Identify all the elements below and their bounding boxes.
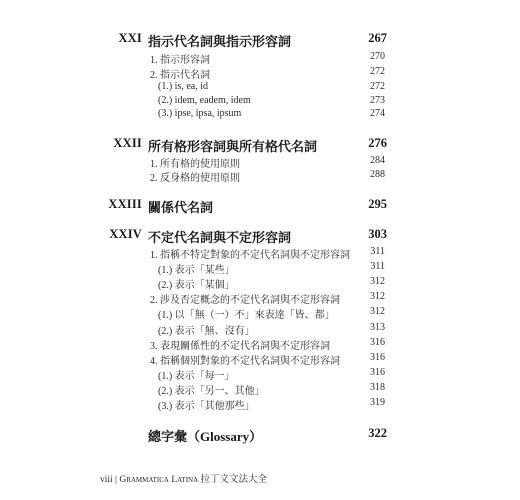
toc-entry [0, 397, 520, 411]
toc-entry [0, 95, 520, 109]
chapter-row [0, 197, 520, 215]
toc-entry [0, 51, 520, 65]
entry-label: (2.) 表示「無、沒有」 [158, 326, 255, 337]
entry-page-number: 319 [370, 397, 385, 408]
entry-page-number: 316 [370, 337, 385, 348]
footer-book-title: 拉丁文文法大全 [200, 475, 268, 485]
footer-separator: | [115, 475, 117, 485]
entry-label: 1. 所有格的使用原則 [150, 159, 240, 170]
entry-label: (2.) 表示「某個」 [158, 280, 235, 291]
toc-entry [0, 337, 520, 351]
entry-label: (1.) is, ea, id [158, 81, 208, 92]
entry-page-number: 316 [370, 352, 385, 363]
entry-page-number: 273 [370, 95, 385, 106]
chapter-page-number: 267 [368, 31, 387, 45]
entry-page-number: 288 [370, 169, 385, 180]
toc-entry [0, 246, 520, 260]
footer-page-number: viii [100, 475, 113, 485]
chapter-row [0, 31, 520, 49]
entry-page-number: 318 [370, 382, 385, 393]
entry-label: 3. 表現關係性的不定代名詞與不定形容詞 [150, 341, 330, 352]
entry-page-number: 312 [370, 276, 385, 287]
entry-label: 2. 指示代名詞 [150, 70, 210, 81]
entry-label: (3.) ipse, ipsa, ipsum [158, 108, 242, 119]
entry-page-number: 312 [370, 291, 385, 302]
toc-entry [0, 66, 520, 80]
entry-page-number: 272 [370, 66, 385, 77]
toc-entry [0, 276, 520, 290]
toc-entry [0, 261, 520, 275]
chapter-number: XXIV [109, 227, 142, 241]
entry-label: (2.) idem, eadem, idem [158, 95, 251, 106]
entry-label: 2. 反身格的使用原則 [150, 173, 240, 184]
toc-entry [0, 291, 520, 305]
chapter-row [0, 227, 520, 245]
toc-entry [0, 81, 520, 95]
toc-entry [0, 382, 520, 396]
chapter-row [0, 136, 520, 154]
entry-page-number: 316 [370, 367, 385, 378]
entry-page-number: 274 [370, 108, 385, 119]
toc-entry [0, 367, 520, 381]
toc-entry [0, 306, 520, 320]
glossary-row [0, 426, 520, 444]
entry-page-number: 311 [370, 261, 385, 272]
chapter-page-number: 276 [368, 136, 387, 150]
entry-label: (1.) 表示「某些」 [158, 265, 235, 276]
chapter-title: 所有格形容詞與所有格代名詞 [148, 139, 318, 154]
page-footer [100, 471, 267, 485]
toc-entry [0, 322, 520, 336]
entry-label: (1.) 以「無（一）不」來表達「皆、都」 [158, 310, 335, 321]
chapter-title: 關係代名詞 [148, 200, 214, 215]
entry-label: (2.) 表示「另一、其他」 [158, 386, 265, 397]
entry-label: 4. 指稱個別對象的不定代名詞與不定形容詞 [150, 356, 340, 367]
entry-page-number: 284 [370, 155, 385, 166]
footer-series-name: Grammatica Latina [119, 475, 199, 485]
entry-page-number: 270 [370, 51, 385, 62]
entry-label: 1. 指示形容詞 [150, 55, 210, 66]
toc-entry [0, 352, 520, 366]
chapter-number: XXII [113, 136, 142, 150]
entry-label: (1.) 表示「每一」 [158, 371, 235, 382]
entry-label: 2. 涉及否定概念的不定代名詞與不定形容詞 [150, 295, 340, 306]
chapter-page-number: 303 [368, 227, 387, 241]
chapter-title: 不定代名詞與不定形容詞 [148, 230, 292, 245]
chapter-title: 指示代名詞與指示形容詞 [148, 34, 292, 49]
chapter-page-number: 295 [368, 197, 387, 211]
entry-page-number: 312 [370, 306, 385, 317]
chapter-number: XXIII [108, 197, 142, 211]
entry-page-number: 272 [370, 81, 385, 92]
entry-label: 1. 指稱不特定對象的不定代名詞與不定形容詞 [150, 250, 350, 261]
toc-entry [0, 169, 520, 183]
glossary-page-number: 322 [368, 426, 387, 440]
toc-entry [0, 108, 520, 122]
entry-page-number: 313 [370, 322, 385, 333]
entry-label: (3.) 表示「其他那些」 [158, 401, 255, 412]
glossary-title: 總字彙（Glossary） [148, 429, 263, 444]
entry-page-number: 311 [370, 246, 385, 257]
toc-entry [0, 155, 520, 169]
chapter-number: XXI [118, 31, 142, 45]
